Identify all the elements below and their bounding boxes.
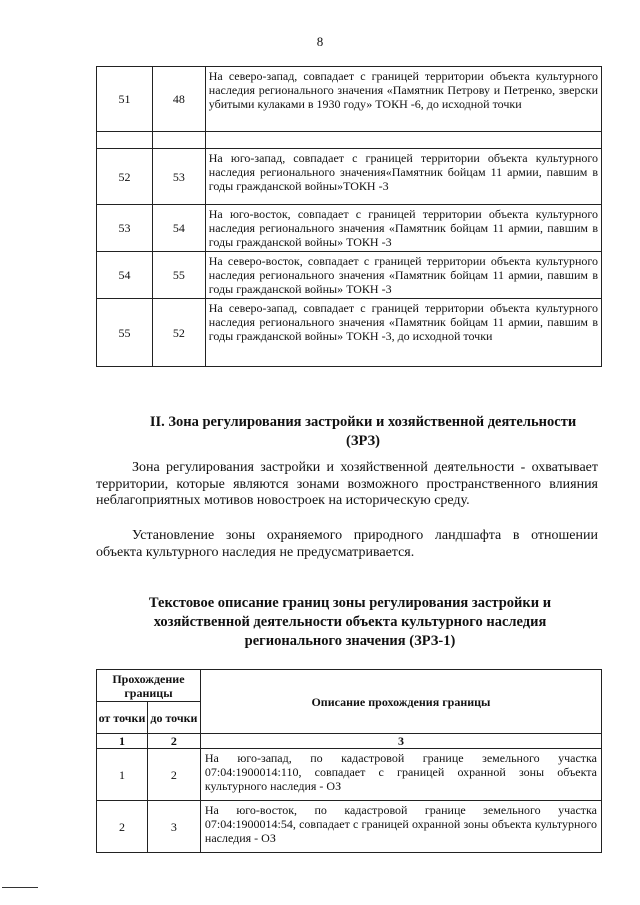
point-to: 54	[152, 205, 205, 252]
boundary-description: На северо-восток, совпадает с границей территории объекта культурного наследия регионального значения «Памятник бойцам 11 армии, павшим в годы гражданской войны» ТОКН -3	[205, 252, 601, 299]
table-row	[97, 149, 602, 205]
paragraph-text: Зона регулирования застройки и хозяйственной деятельности - охватывает территории, которые являются зонами возможного пространственного влияния неблагоприятных мотивов новостроек на историческую среду.	[96, 460, 598, 508]
point-from: 2	[97, 801, 148, 853]
boundary-description: На юго-восток, совпадает с границей территории объекта культурного наследия регионального значения «Памятник бойцам 11 армии, павшим в годы гражданской войны» ТОКН -3	[205, 205, 601, 252]
point-to: 53	[152, 149, 205, 205]
point-to: 52	[152, 299, 205, 367]
boundary-description: На северо-запад, совпадает с границей территории объекта культурного наследия регионального значения «Памятник бойцам 11 армии, павшим в годы гражданской войны» ТОКН -3, до исходной точки	[205, 299, 601, 367]
point-from: 52	[97, 149, 153, 205]
table-row	[97, 749, 602, 801]
point-to: 2	[147, 749, 200, 801]
header-description: Описание прохождения границы	[200, 670, 601, 734]
boundary-description: На юго-восток, по кадастровой границе земельного участка 07:04:1900014:54, совпадает с границей охранной зоны объекта культурного наследия - ОЗ	[200, 801, 601, 853]
point-from: 51	[97, 67, 153, 132]
point-from: 55	[97, 299, 153, 367]
header-from-point: от точки	[97, 702, 148, 734]
section-heading-zrz1: Текстовое описание границ зоны регулирования застройки и хозяйственной деятельности объекта культурного наследия регионального значения (ЗРЗ-1)	[148, 595, 552, 649]
boundary-description: На юго-запад, по кадастровой границе земельного участка 07:04:1900014:110, совпадает с границей охранной зоны объекта культурного наследия - ОЗ	[200, 749, 601, 801]
table-row	[97, 252, 602, 299]
page-number: 8	[316, 34, 324, 49]
table-row	[97, 67, 602, 132]
table-row	[97, 205, 602, 252]
paragraph-landscape-zone	[96, 528, 598, 561]
column-number: 2	[147, 734, 200, 749]
point-to	[152, 132, 205, 149]
paragraph-zrz-definition	[96, 460, 598, 510]
column-number: 3	[200, 734, 601, 749]
point-from: 53	[97, 205, 153, 252]
point-to: 48	[152, 67, 205, 132]
table-row	[97, 801, 602, 853]
table-column-numbers	[97, 734, 602, 749]
point-to: 55	[152, 252, 205, 299]
boundary-table-top	[96, 66, 602, 367]
table-row	[97, 299, 602, 367]
section-heading-zrz: II. Зона регулирования застройки и хозяйственной деятельности (ЗРЗ)	[149, 414, 577, 449]
point-from: 1	[97, 749, 148, 801]
table-row	[97, 132, 602, 149]
boundary-description: На северо-запад, совпадает с границей территории объекта культурного наследия регионального значения «Памятник Петрову и Петренко, зверски убитыми кулаками в 1930 году» ТОКН -6, до исходной точки	[205, 67, 601, 132]
boundary-description: На юго-запад, совпадает с границей территории объекта культурного наследия регионального значения«Памятник бойцам 11 армии, павшим в годы гражданской войны»ТОКН -3	[205, 149, 601, 205]
point-from: 54	[97, 252, 153, 299]
footnote-divider	[2, 887, 38, 888]
header-to-point: до точки	[147, 702, 200, 734]
point-to: 3	[147, 801, 200, 853]
header-boundary-passage: Прохождение границы	[97, 670, 201, 702]
point-from	[97, 132, 153, 149]
table-header-row	[97, 670, 602, 702]
boundary-table-zrz1	[96, 669, 602, 853]
column-number: 1	[97, 734, 148, 749]
boundary-description	[205, 132, 601, 149]
paragraph-text: Установление зоны охраняемого природного ландшафта в отношении объекта культурного наследия не предусматривается.	[96, 528, 598, 560]
